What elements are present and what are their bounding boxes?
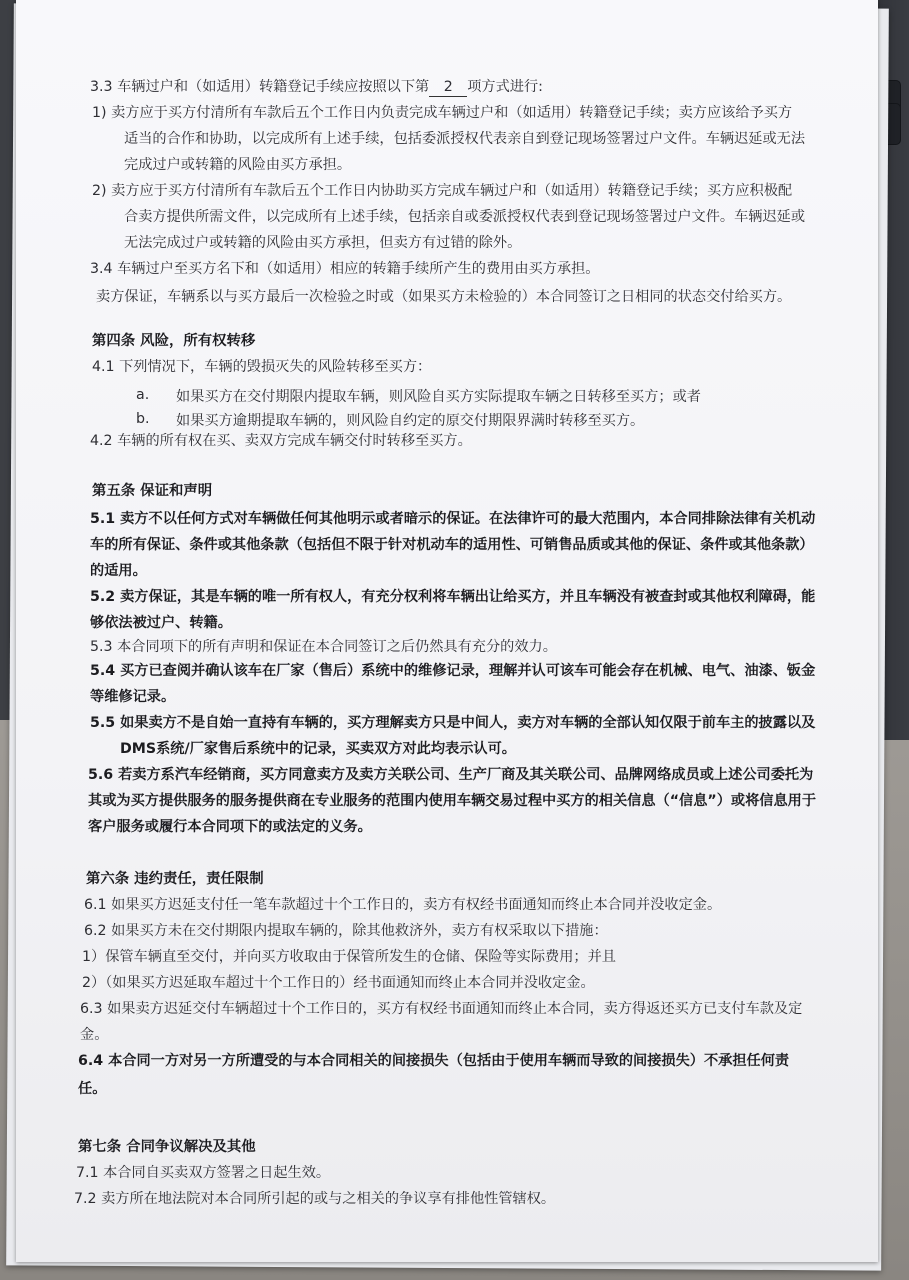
- article-7-heading: 第七条 合同争议解决及其他: [78, 1139, 256, 1155]
- clause-6-3-line: 金。: [80, 1027, 109, 1043]
- article-6-heading: 第六条 违约责任，责任限制: [86, 871, 264, 887]
- clause-5-4-line: 等维修记录。: [90, 689, 176, 705]
- clause-4-1-b-label: b.: [136, 411, 150, 427]
- article-5-heading: 第五条 保证和声明: [92, 483, 213, 499]
- choice-blank: 2: [429, 78, 467, 97]
- clause-5-3: 5.3 本合同项下的所有声明和保证在本合同签订之后仍然具有充分的效力。: [90, 639, 557, 655]
- option-2-line: 2) 卖方应于买方付清所有车款后五个工作日内协助买方完成车辆过户和（如适用）转籍登记手续；买方应积极配: [92, 183, 793, 199]
- clause-5-6-line: 5.6 若卖方系汽车经销商，买方同意卖方及卖方关联公司、生产厂商及其关联公司、品牌网络成员或上述公司委托为: [88, 767, 814, 783]
- clause-4-1: 4.1 下列情况下，车辆的毁损灭失的风险转移至买方：: [92, 359, 432, 375]
- clause-5-4-line: 5.4 买方已查阅并确认该车在厂家（售后）系统中的维修记录，理解并认可该车可能会存在机械、电气、油漆、钣金: [90, 663, 816, 679]
- clause-6-2: 6.2 如果买方未在交付期限内提取车辆的，除其他救济外，卖方有权采取以下措施：: [84, 923, 608, 939]
- clause-4-2: 4.2 车辆的所有权在买、卖双方完成车辆交付时转移至买方。: [90, 433, 472, 449]
- clause-5-2-line: 够依法被过户、转籍。: [90, 615, 232, 631]
- clause-6-2-1: 1）保管车辆直至交付，并向买方收取由于保管所发生的仓储、保险等实际费用；并且: [82, 949, 616, 965]
- clause-6-4-line: 任。: [78, 1081, 107, 1097]
- clause-5-1-line: 的适用。: [90, 563, 147, 579]
- article-4-heading: 第四条 风险，所有权转移: [92, 333, 256, 349]
- clause-4-1-a: 如果买方在交付期限内提取车辆，则风险自买方实际提取车辆之日转移至买方；或者: [176, 389, 701, 405]
- option-1-line: 完成过户或转籍的风险由买方承担。: [124, 157, 352, 173]
- clause-7-2: 7.2 卖方所在地法院对本合同所引起的或与之相关的争议享有排他性管辖权。: [74, 1191, 556, 1207]
- clause-7-1: 7.1 本合同自买卖双方签署之日起生效。: [76, 1165, 331, 1181]
- clause-4-1-a-label: a.: [136, 387, 150, 403]
- clause-5-6-line: 其或为买方提供服务的服务提供商在专业服务的范围内使用车辆交易过程中买方的相关信息（“信息”）或将信息用于: [88, 793, 817, 809]
- document-page: [16, 0, 878, 1262]
- clause-5-5-line: DMS系统/厂家售后系统中的记录，买卖双方对此均表示认可。: [120, 741, 516, 757]
- clause-5-2-line: 5.2 卖方保证，其是车辆的唯一所有权人，有充分权利将车辆出让给买方，并且车辆没有被查封或其他权利障碍，能: [90, 589, 816, 605]
- clause-6-4-line: 6.4 本合同一方对另一方所遭受的与本合同相关的间接损失（包括由于使用车辆而导致的间接损失）不承担任何责: [78, 1053, 790, 1069]
- clause-6-3-line: 6.3 如果卖方迟延交付车辆超过十个工作日的，买方有权经书面通知而终止本合同，卖方得返还买方已支付车款及定: [80, 1001, 803, 1017]
- clause-5-1-line: 车的所有保证、条件或其他条款（包括但不限于针对机动车的适用性、可销售品质或其他的保证、条件或其他条款）: [90, 537, 814, 553]
- option-2-line: 无法完成过户或转籍的风险由买方承担，但卖方有过错的除外。: [124, 235, 522, 251]
- option-1-line: 适当的合作和协助，以完成所有上述手续，包括委派授权代表亲自到登记现场签署过户文件。车辆迟延或无法: [124, 131, 806, 147]
- clause-5-6-line: 客户服务或履行本合同项下的或法定的义务。: [88, 819, 372, 835]
- clause-3-3: 3.3 车辆过户和（如适用）转籍登记手续应按照以下第 2 项方式进行:: [90, 79, 543, 95]
- clause-6-2-2: 2）（如果买方迟延取车超过十个工作日的）经书面通知而终止本合同并没收定金。: [82, 975, 595, 991]
- option-1-line: 1) 卖方应于买方付清所有车款后五个工作日内负责完成车辆过户和（如适用）转籍登记手续；卖方应该给予买方: [92, 105, 793, 121]
- clause-5-1-line: 5.1 卖方不以任何方式对车辆做任何其他明示或者暗示的保证。在法律许可的最大范围内，本合同排除法律有关机动: [90, 511, 816, 527]
- clause-6-1: 6.1 如果买方迟延支付任一笔车款超过十个工作日的，卖方有权经书面通知而终止本合同并没收定金。: [84, 897, 722, 913]
- clause-4-1-b: 如果买方逾期提取车辆的，则风险自约定的原交付期限界满时转移至买方。: [176, 413, 645, 429]
- option-2-line: 合卖方提供所需文件，以完成所有上述手续，包括亲自或委派授权代表到登记现场签署过户文件。车辆迟延或: [124, 209, 806, 225]
- clause-3-5: 卖方保证，车辆系以与买方最后一次检验之时或（如果买方未检验的）本合同签订之日相同的状态交付给买方。: [96, 289, 792, 305]
- clause-5-5-line: 5.5 如果卖方不是自始一直持有车辆的，买方理解卖方只是中间人，卖方对车辆的全部认知仅限于前车主的披露以及: [90, 715, 816, 731]
- clause-3-4: 3.4 车辆过户至买方名下和（如适用）相应的转籍手续所产生的费用由买方承担。: [90, 261, 600, 277]
